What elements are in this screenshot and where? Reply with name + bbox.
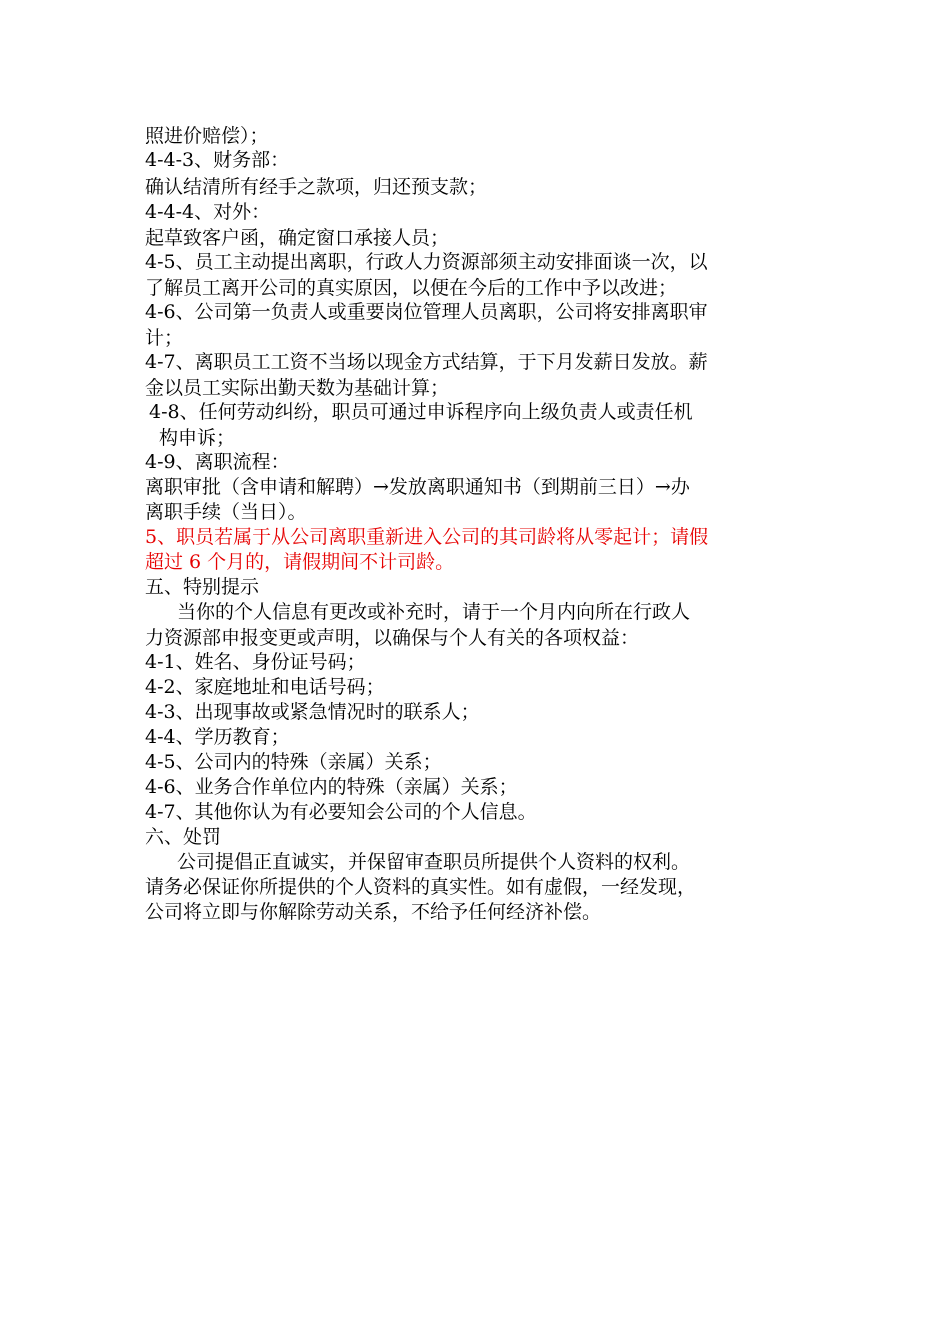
section-title-penalty: 六、处罚 [145, 826, 222, 848]
section-heading-finance: 4-4-3、财务部： [145, 149, 290, 171]
text-line: 照进价赔偿）； [145, 125, 269, 147]
notice-paragraph-line-2: 力资源部申报变更或声明，以确保与个人有关的各项权益： [145, 627, 640, 649]
penalty-paragraph-line-1: 公司提倡正直诚实，并保留审查职员所提供个人资料的权利。 [177, 851, 691, 873]
clause-4-9-heading: 4-9、离职流程： [145, 451, 290, 473]
info-item: 4-7、其他你认为有必要知会公司的个人信息。 [145, 801, 537, 823]
info-item: 4-2、家庭地址和电话号码； [145, 676, 385, 698]
clause-4-8-line-1: 4-8、任何劳动纠纷，职员可通过申诉程序向上级负责人或责任机 [149, 401, 693, 423]
text-line: 确认结清所有经手之款项，归还预支款； [145, 176, 488, 198]
penalty-paragraph-line-2: 请务必保证你所提供的个人资料的真实性。如有虚假，一经发现， [145, 876, 697, 898]
penalty-paragraph-line-3: 公司将立即与你解除劳动关系，不给予任何经济补偿。 [145, 901, 602, 923]
info-item: 4-6、业务合作单位内的特殊（亲属）关系； [145, 776, 518, 798]
clause-4-6-line-2: 计； [145, 327, 184, 349]
clause-4-5-line-1: 4-5、员工主动提出离职，行政人力资源部须主动安排面谈一次，以 [145, 251, 708, 273]
info-item: 4-1、姓名、身份证号码； [145, 651, 366, 673]
section-heading-external: 4-4-4、对外： [145, 201, 271, 223]
clause-4-7-line-1: 4-7、离职员工工资不当场以现金方式结算，于下月发薪日发放。薪 [145, 351, 708, 373]
clause-4-8-line-2: 构申诉； [159, 427, 236, 449]
text-line: 起草致客户函，确定窗口承接人员； [145, 227, 450, 249]
clause-4-7-line-2: 金以员工实际出勤天数为基础计算； [145, 377, 450, 399]
seniority-note-line-1: 5、职员若属于从公司离职重新进入公司的其司龄将从零起计；请假 [145, 526, 709, 548]
info-item: 4-3、出现事故或紧急情况时的联系人； [145, 701, 480, 723]
info-item: 4-5、公司内的特殊（亲属）关系； [145, 751, 442, 773]
info-item: 4-4、学历教育； [145, 726, 290, 748]
process-flow-line-2: 离职手续（当日）。 [145, 501, 307, 523]
clause-4-5-line-2: 了解员工离开公司的真实原因，以便在今后的工作中予以改进； [145, 277, 678, 299]
process-flow-line-1: 离职审批（含申请和解聘）→发放离职通知书（到期前三日）→办 [145, 476, 690, 498]
seniority-note-line-2: 超过 6 个月的，请假期间不计司龄。 [145, 551, 455, 573]
section-title-special-notice: 五、特别提示 [145, 576, 260, 598]
clause-4-6-line-1: 4-6、公司第一负责人或重要岗位管理人员离职，公司将安排离职审 [145, 301, 708, 323]
notice-paragraph-line-1: 当你的个人信息有更改或补充时，请于一个月内向所在行政人 [177, 601, 691, 623]
